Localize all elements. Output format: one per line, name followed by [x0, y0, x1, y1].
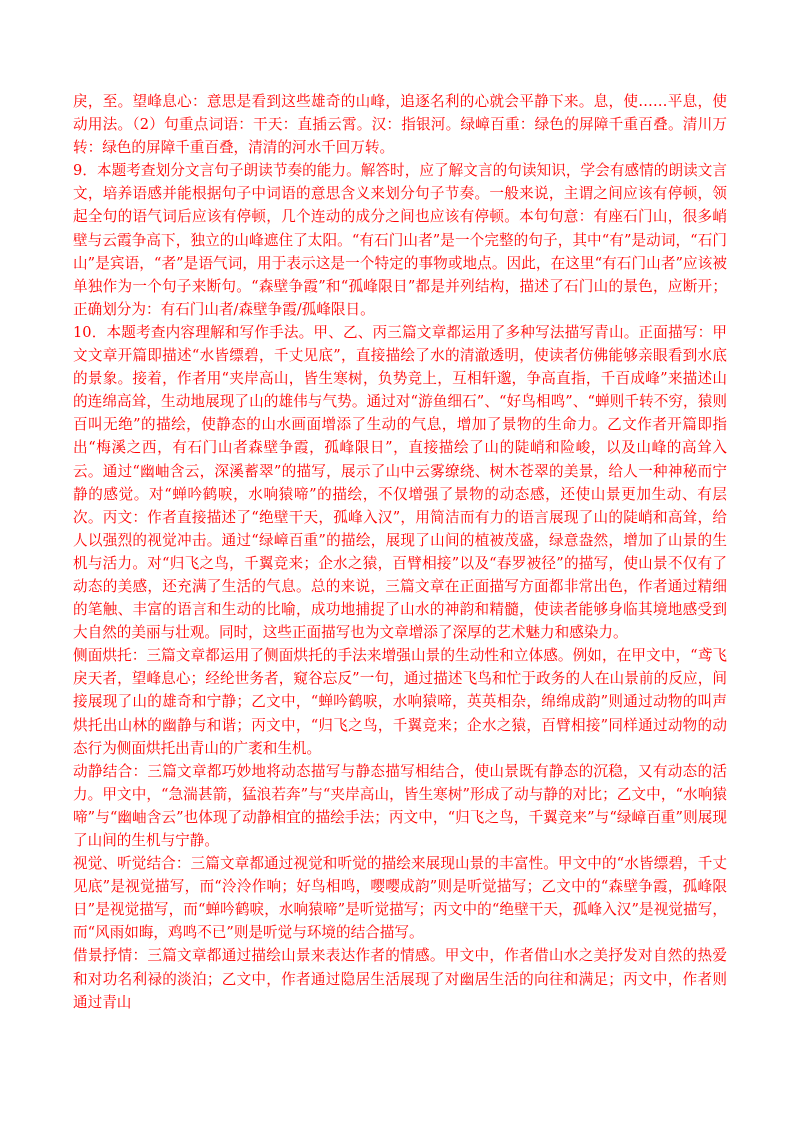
paragraph-visual-auditory: 视觉、听觉结合：三篇文章都通过视觉和听觉的描绘来展现山景的丰富性。甲文中的“水皆缥碧，千丈见底”是视觉描写，而“泠泠作响；好鸟相鸣，嘤嘤成韵”则是听觉描写；乙文中的“森壁争霞，孤峰限日”是视觉描写，而“蝉吟鹤唳，水响猿啼”是听觉描写；丙文中的“绝壁干天，孤峰入汉”是视觉描写，而“风雨如晦，鸡鸣不已”则是听觉与环境的结合描写。	[73, 855, 727, 942]
answer-explanation-text	[73, 90, 727, 1014]
paragraph-motion-stillness: 动静结合：三篇文章都巧妙地将动态描写与静态描写相结合，使山景既有静态的沉稳，又有动态的活力。甲文中，“急湍甚箭，猛浪若奔”与“夹岸高山，皆生寒树”形成了动与静的对比；乙文中，“水响猿啼”与“幽岫含云”也体现了动静相宜的描绘手法；丙文中，“归飞之鸟，千翼竞来”与“绿嶂百重”则展现了山间的生机与宁静。	[73, 762, 727, 849]
paragraph-side-contrast: 侧面烘托：三篇文章都运用了侧面烘托的手法来增强山景的生动性和立体感。例如，在甲文中，“鸢飞戾天者，望峰息心；经纶世务者，窥谷忘反”一句，通过描述飞鸟和忙于政务的人在山景前的反应，间接展现了山的雄奇和宁静；乙文中，“蝉吟鹤唳，水响猿啼，英英相杂，绵绵成韵”则通过动物的叫声烘托出山林的幽静与和谐；丙文中，“归飞之鸟，千翼竞来；企水之猿，百臂相接”同样通过动物的动态行为侧面烘托出青山的广袤和生机。	[73, 647, 727, 757]
paragraph-question-10-direct-description: 10．本题考查内容理解和写作手法。甲、乙、丙三篇文章都运用了多种写法描写青山。正面描写：甲文文章开篇即描述“水皆缥碧，千丈见底”，直接描绘了水的清澈透明，使读者仿佛能够亲眼看到水底的景象。接着，作者用“夹岸高山，皆生寒树，负势竞上，互相轩邈，争高直指，千百成峰”来描述山的连绵高耸，生动地展现了山的雄伟与气势。通过对“游鱼细石”、“好鸟相鸣”、“蝉则千转不穷，猿则百叫无绝”的描绘，使静态的山水画面增添了生动的气息，增加了景物的生命力。乙文作者开篇即指出“梅溪之西，有石门山者森壁争霞，孤峰限日”，直接描绘了山的陡峭和险峻，以及山峰的高耸入云。通过“幽岫含云，深溪蓄翠”的描写，展示了山中云雾缭绕、树木苍翠的美景，给人一种神秘而宁静的感觉。对“蝉吟鹤唳，水响猿啼”的描绘，不仅增强了景物的动态感，还使山景更加生动、有层次。丙文：作者直接描述了“绝壁干天，孤峰入汉”，用简洁而有力的语言展现了山的陡峭和高耸，给人以强烈的视觉冲击。通过“绿嶂百重”的描绘，展现了山间的植被茂盛，绿意盎然，增加了山景的生机与活力。对“归飞之鸟，千翼竞来；企水之猿，百臂相接”以及“春罗被径”的描写，使山景不仅有了动态的美感，还充满了生活的气息。总的来说，三篇文章在正面描写方面都非常出色，作者通过精细的笔触、丰富的语言和生动的比喻，成功地捕捉了山水的神韵和精髓，使读者能够身临其境地感受到大自然的美丽与壮观。同时，这些正面描写也为文章增添了深厚的艺术魅力和感染力。	[73, 323, 727, 642]
paragraph-question-9: 9．本题考查划分文言句子朗读节奏的能力。解答时，应了解文言的句读知识，学会有感情的朗读文言文，培养语感并能根据句子中词语的意思含义来划分句子节奏。一般来说，主谓之间应该有停顿，领起全句的语气词后应该有停顿，几个连动的成分之间也应该有停顿。本句句意：有座石门山，很多峭壁与云霞争高下，独立的山峰遮住了太阳。“有石门山者”是一个完整的句子，其中“有”是动词，“石门山”是宾语，“者”是语气词，用于表示这是一个特定的事物或地点。因此，在这里“有石门山者”应该被单独作为一个句子来断句。“森壁争霞”和“孤峰限日”都是并列结构，描述了石门山的景色，应断开；正确划分为：有石门山者/森壁争霞/孤峰限日。	[73, 162, 727, 318]
paragraph-emotion-through-scenery: 借景抒情：三篇文章都通过描绘山景来表达作者的情感。甲文中，作者借山水之美抒发对自然的热爱和对功名利禄的淡泊；乙文中，作者通过隐居生活展现了对幽居生活的向往和满足；丙文中，作者则通过青山	[73, 947, 727, 1011]
paragraph-word-notes: 戾，至。望峰息心：意思是看到这些雄奇的山峰，追逐名利的心就会平静下来。息，使……平息，使动用法。（2）句重点词语：干天：直插云霄。汉：指银河。绿嶂百重：绿色的屏障千重百叠。清川万转：绿色的屏障千重百叠，清清的河水千回万转。	[73, 93, 727, 157]
